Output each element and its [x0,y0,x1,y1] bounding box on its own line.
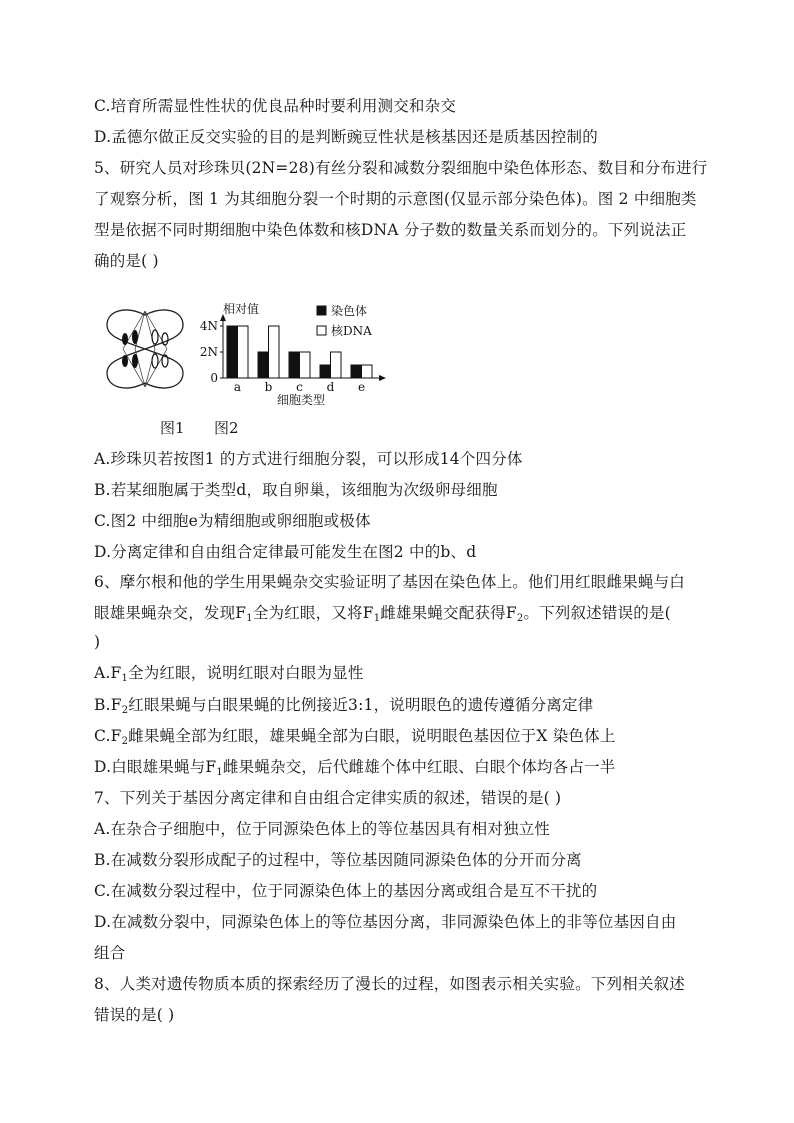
option-d-q4: D.孟德尔做正反交实验的目的是判断豌豆性状是核基因还是质基因控制的 [94,128,598,146]
option-b-q7: B.在减数分裂形成配子的过程中，等位基因随同源染色体的分开而分离 [94,851,582,869]
y-tick-label: 2N [199,345,218,359]
legend-label: 核DNA [331,324,372,338]
chart-y-label: 相对值 [223,302,260,316]
option-d-q7-line-2: 组合 [94,944,126,962]
b6-sub-1: 2 [121,705,129,716]
q6-text-3: 雌雄果蝇交配获得F [380,604,517,622]
figure-2-caption: 图2 [214,419,239,437]
b6-text-2: 红眼果蝇与白眼果蝇的比例接近3:1，说明眼色的遗传遵循分离定律 [128,696,594,714]
question-6-line-3: ) [94,633,101,651]
a6-text-2: 全为红眼，说明红眼对白眼为显性 [128,664,364,682]
x-category-label: e [357,380,366,394]
option-d-q6 [94,756,615,778]
question-6-line-1: 6、摩尔根和他的学生用果蝇杂交实验证明了基因在染色体上。他们用红眼雌果蝇与白 [94,573,685,591]
legend-swatch [317,306,326,315]
q6-sub-2: 1 [373,613,381,624]
question-6-line-2 [94,602,671,624]
option-a-q7: A.在杂合子细胞中，位于同源染色体上的等位基因具有相对独立性 [94,820,551,838]
c6-text-2: 雌果蝇全部为红眼，雄果蝇全部为白眼，说明眼色基因位于X 染色体上 [128,727,616,745]
option-b-q5: B.若某细胞属于类型d，取自卵巢，该细胞为次级卵母细胞 [94,481,498,499]
y-tick-label: 4N [199,319,218,333]
legend-swatch [317,326,326,335]
question-8-line-1: 8、人类对遗传物质本质的探索经历了漫长的过程，如图表示相关实验。下列相关叙述 [94,975,685,993]
question-5-line-3: 型是依据不同时期细胞中染色体数和核DNA 分子数的数量关系而划分的。下列说法正 [94,221,687,239]
d6-text-2: 雌果蝇杂交，后代雌雄个体中红眼、白眼个体均各占一半 [222,758,616,776]
bar-e-dna [362,365,373,378]
question-7: 7、下列关于基因分离定律和自由组合定律实质的叙述，错误的是( ) [94,789,562,807]
q6-text-2: 全为红眼，又将F [252,604,374,622]
option-c-q5: C.图2 中细胞e为精细胞或卵细胞或极体 [94,512,371,530]
x-category-label: d [326,380,335,394]
q6-sub-3: 2 [516,613,524,624]
option-c-q4: C.培育所需显性性状的优良品种时要利用测交和杂交 [94,97,457,115]
q6-text-4: 。下列叙述错误的是( [523,604,671,622]
bar-d-chromosome [320,365,331,378]
c6-sub-1: 2 [121,736,129,747]
x-category-label: a [233,380,242,394]
figure-2-bar-chart [193,297,393,409]
y-tick-label: 0 [210,371,218,385]
x-category-label: c [296,380,303,394]
d6-sub-1: 1 [216,767,223,778]
q6-text-1: 眼雄果蝇杂交，发现F [94,604,247,622]
question-5-line-4: 确的是( ) [94,252,159,270]
c6-text-1: C.F [94,727,122,745]
option-c-q6 [94,725,616,747]
bar-d-dna [331,352,342,378]
figure-1-cell-diagram [103,303,187,395]
x-category-label: b [264,380,273,394]
option-b-q6 [94,694,593,716]
option-a-q6 [94,662,364,684]
option-d-q7-line-1: D.在减数分裂中，同源染色体上的等位基因分离，非同源染色体上的非等位基因自由 [94,913,677,931]
q6-sub-1: 1 [246,613,253,624]
d6-text-1: D.白眼雄果蝇与F [94,758,217,776]
option-c-q7: C.在减数分裂过程中，位于同源染色体上的基因分离或组合是互不干扰的 [94,882,598,900]
bar-a-chromosome [227,326,238,378]
question-8-line-2: 错误的是( ) [94,1006,175,1024]
b6-text-1: B.F [94,696,122,714]
figure-1-caption: 图1 [160,419,185,437]
option-d-q5: D.分离定律和自由组合定律最可能发生在图2 中的b、d [94,543,477,561]
question-5-line-1: 5、研究人员对珍珠贝(2N=28)有丝分裂和减数分裂细胞中染色体形态、数目和分布进行 [94,159,708,177]
bar-c-chromosome [289,352,300,378]
bar-b-chromosome [258,352,269,378]
bar-b-dna [269,326,280,378]
question-5-line-2: 了观察分析，图 1 为其细胞分裂一个时期的示意图(仅显示部分染色体)。图 2 中细胞类 [94,190,697,208]
bar-e-chromosome [351,365,362,378]
bar-a-dna [238,326,249,378]
option-a-q5: A.珍珠贝若按图1 的方式进行细胞分裂，可以形成14个四分体 [94,450,523,468]
a6-text-1: A.F [94,664,122,682]
chart-x-label: 细胞类型 [277,393,326,407]
bar-c-dna [300,352,311,378]
legend-label: 染色体 [331,304,368,318]
a6-sub-1: 1 [121,673,129,684]
